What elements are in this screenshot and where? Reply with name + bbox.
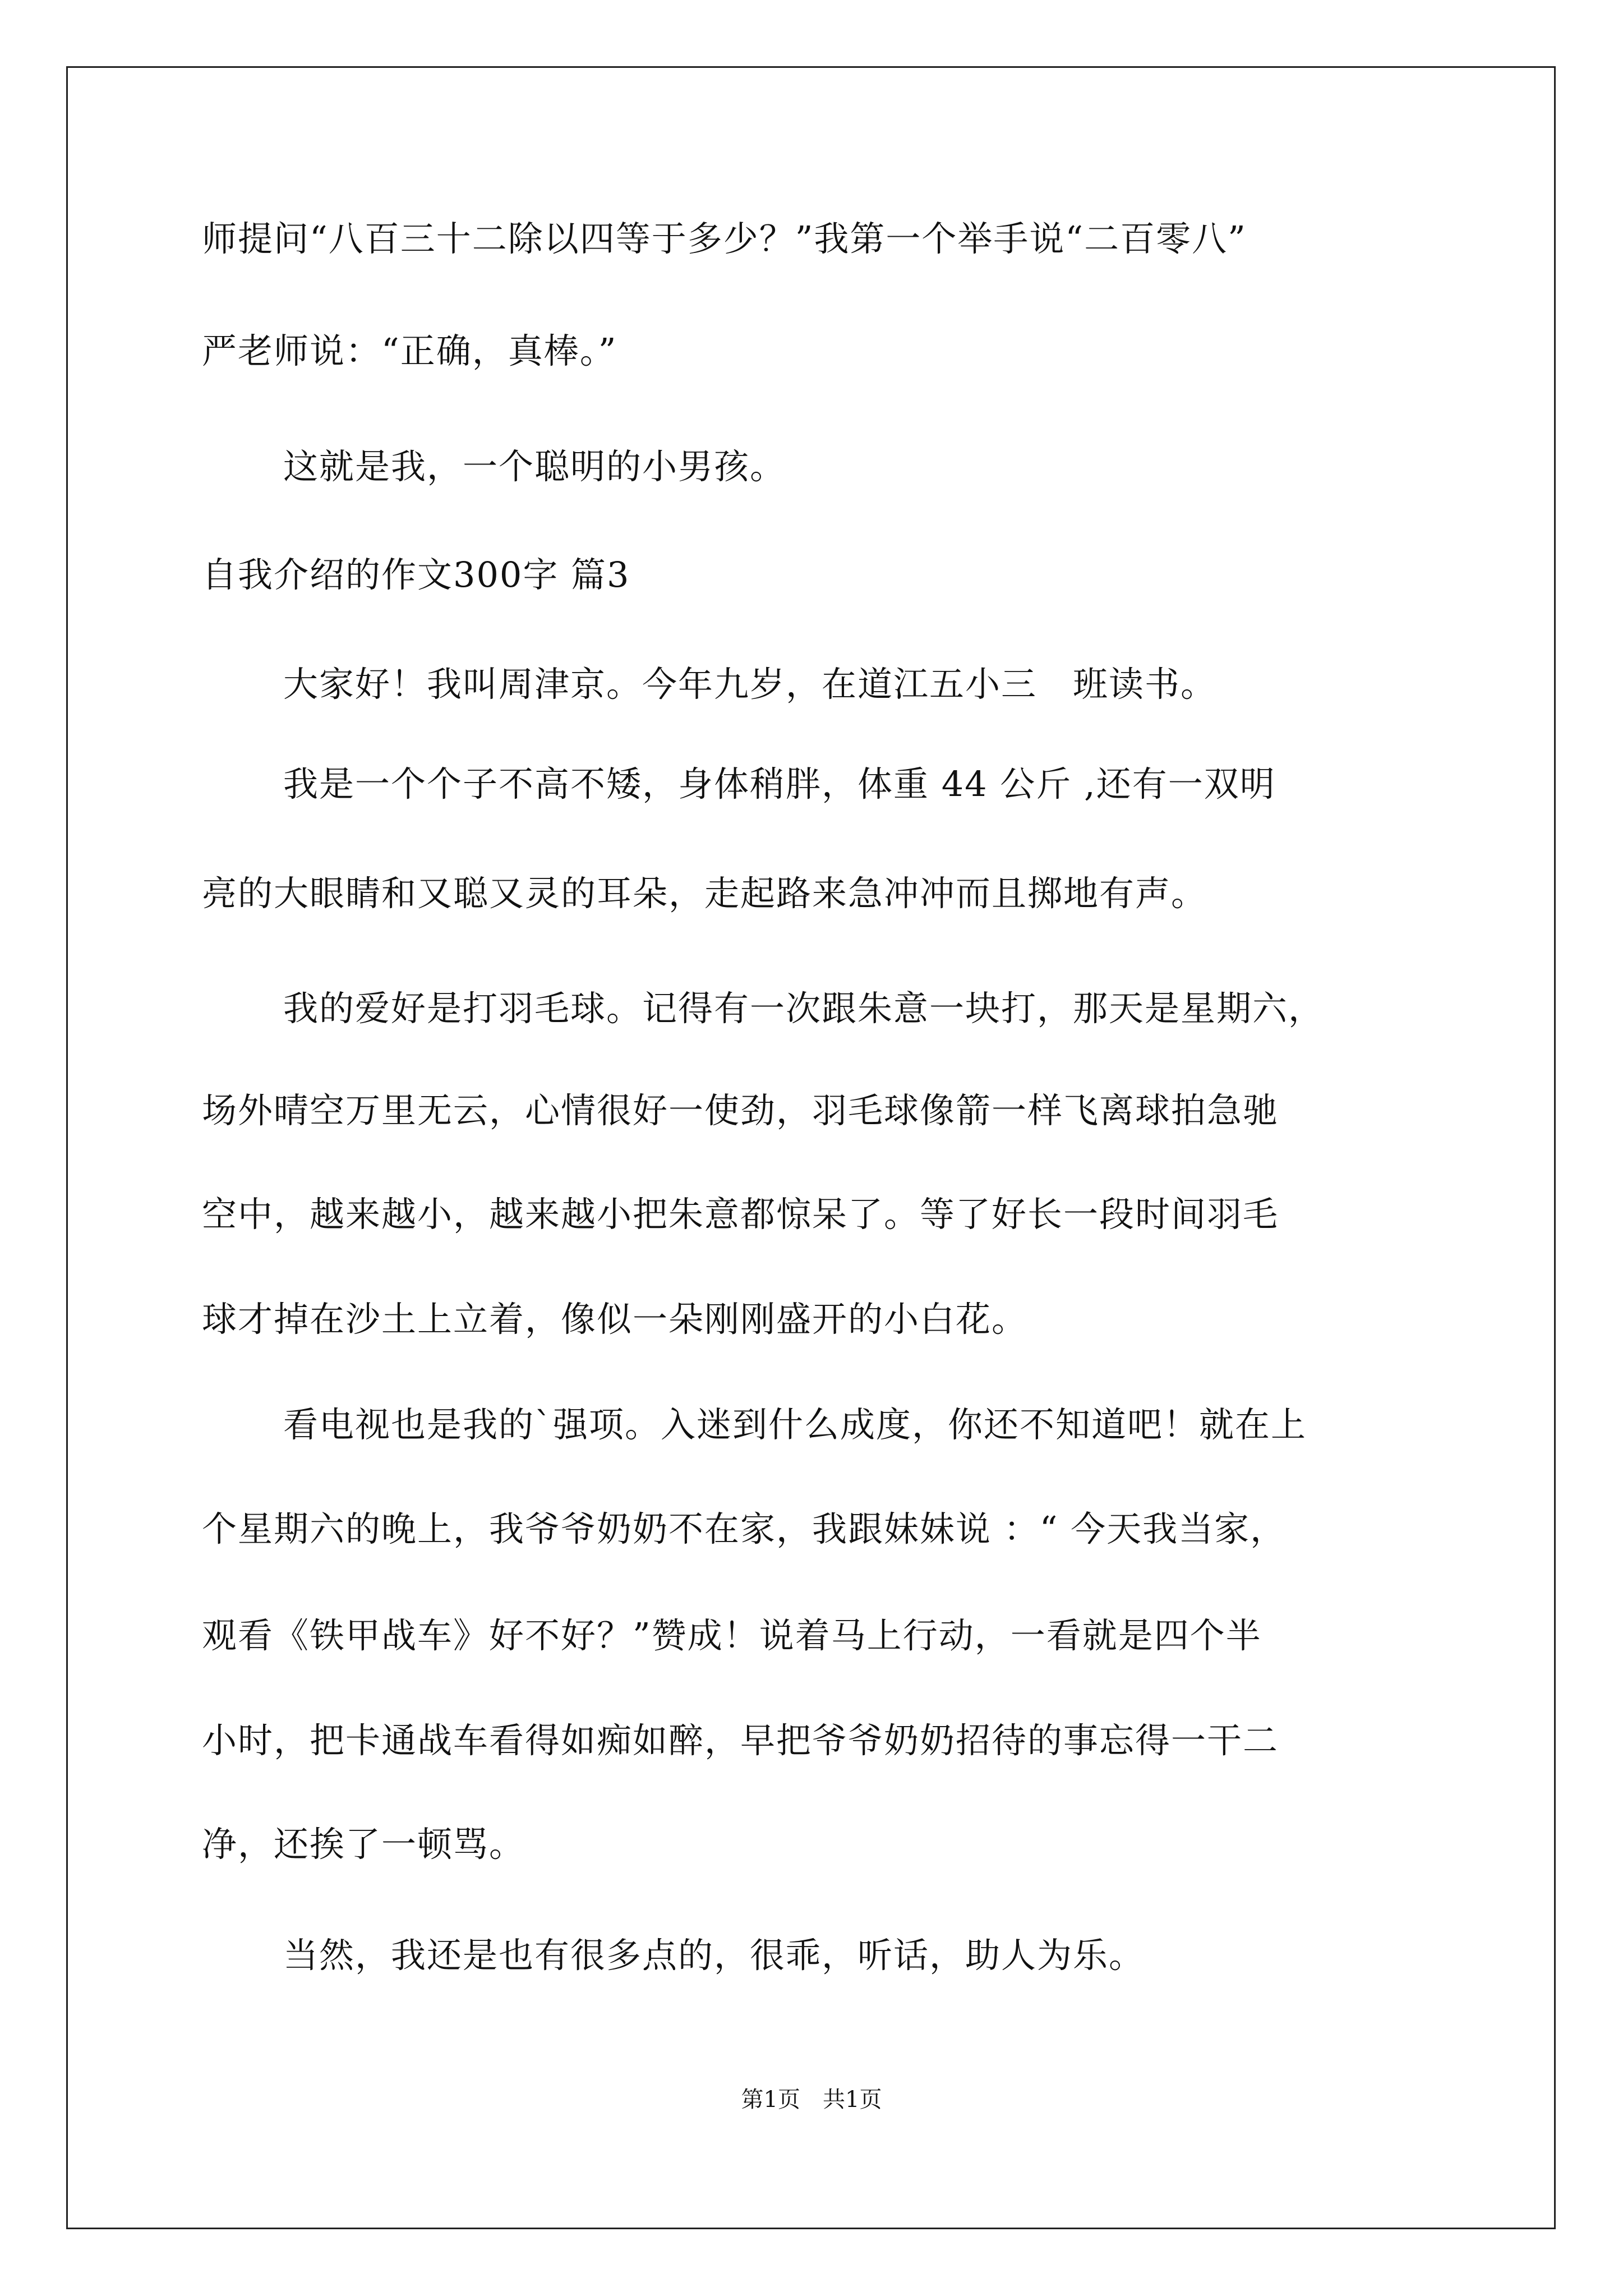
text-line-12: 看电视也是我的`强项。入迷到什么成度，你还不知道吧！就在上 — [283, 1404, 1307, 1445]
page-border — [66, 66, 1556, 2229]
text-line-15: 小时，把卡通战车看得如痴如醉，早把爷爷奶奶招待的事忘得一干二 — [202, 1720, 1279, 1761]
text-line-10: 空中，越来越小，越来越小把朱意都惊呆了。等了好长一段时间羽毛 — [202, 1194, 1279, 1235]
text-line-8: 我的爱好是打羽毛球。记得有一次跟朱意一块打，那天是星期六， — [283, 988, 1325, 1029]
text-line-17: 当然，我还是也有很多点的，很乖，听话，助人为乐。 — [283, 1935, 1145, 1976]
text-line-6: 我是一个个子不高不矮，身体稍胖，体重 44 公斤 ,还有一双明 — [283, 763, 1276, 804]
section-heading: 自我介绍的作文300字 篇3 — [202, 554, 630, 595]
text-line-3: 这就是我，一个聪明的小男孩。 — [283, 446, 786, 487]
text-line-14: 观看《铁甲战车》好不好？”赞成！说着马上行动，一看就是四个半 — [202, 1615, 1262, 1656]
page-footer: 第1页 共1页 — [741, 2087, 882, 2113]
text-line-7: 亮的大眼睛和又聪又灵的耳朵，走起路来急冲冲而且掷地有声。 — [202, 873, 1207, 914]
text-line-9: 场外晴空万里无云，心情很好一使劲，羽毛球像箭一样飞离球拍急驰 — [202, 1090, 1279, 1131]
text-line-1: 师提问“八百三十二除以四等于多少？”我第一个举手说“二百零八” — [202, 218, 1247, 259]
text-line-11: 球才掉在沙土上立着，像似一朵刚刚盛开的小白花。 — [202, 1299, 1028, 1340]
text-line-2: 严老师说：“正确，真棒。” — [202, 330, 617, 371]
text-line-16: 净，还挨了一顿骂。 — [202, 1824, 525, 1865]
text-line-5: 大家好！我叫周津京。今年九岁，在道江五小三 班读书。 — [283, 664, 1217, 705]
text-line-13: 个星期六的晚上，我爷爷奶奶不在家，我跟妹妹说 ：“ 今天我当家， — [202, 1508, 1287, 1549]
